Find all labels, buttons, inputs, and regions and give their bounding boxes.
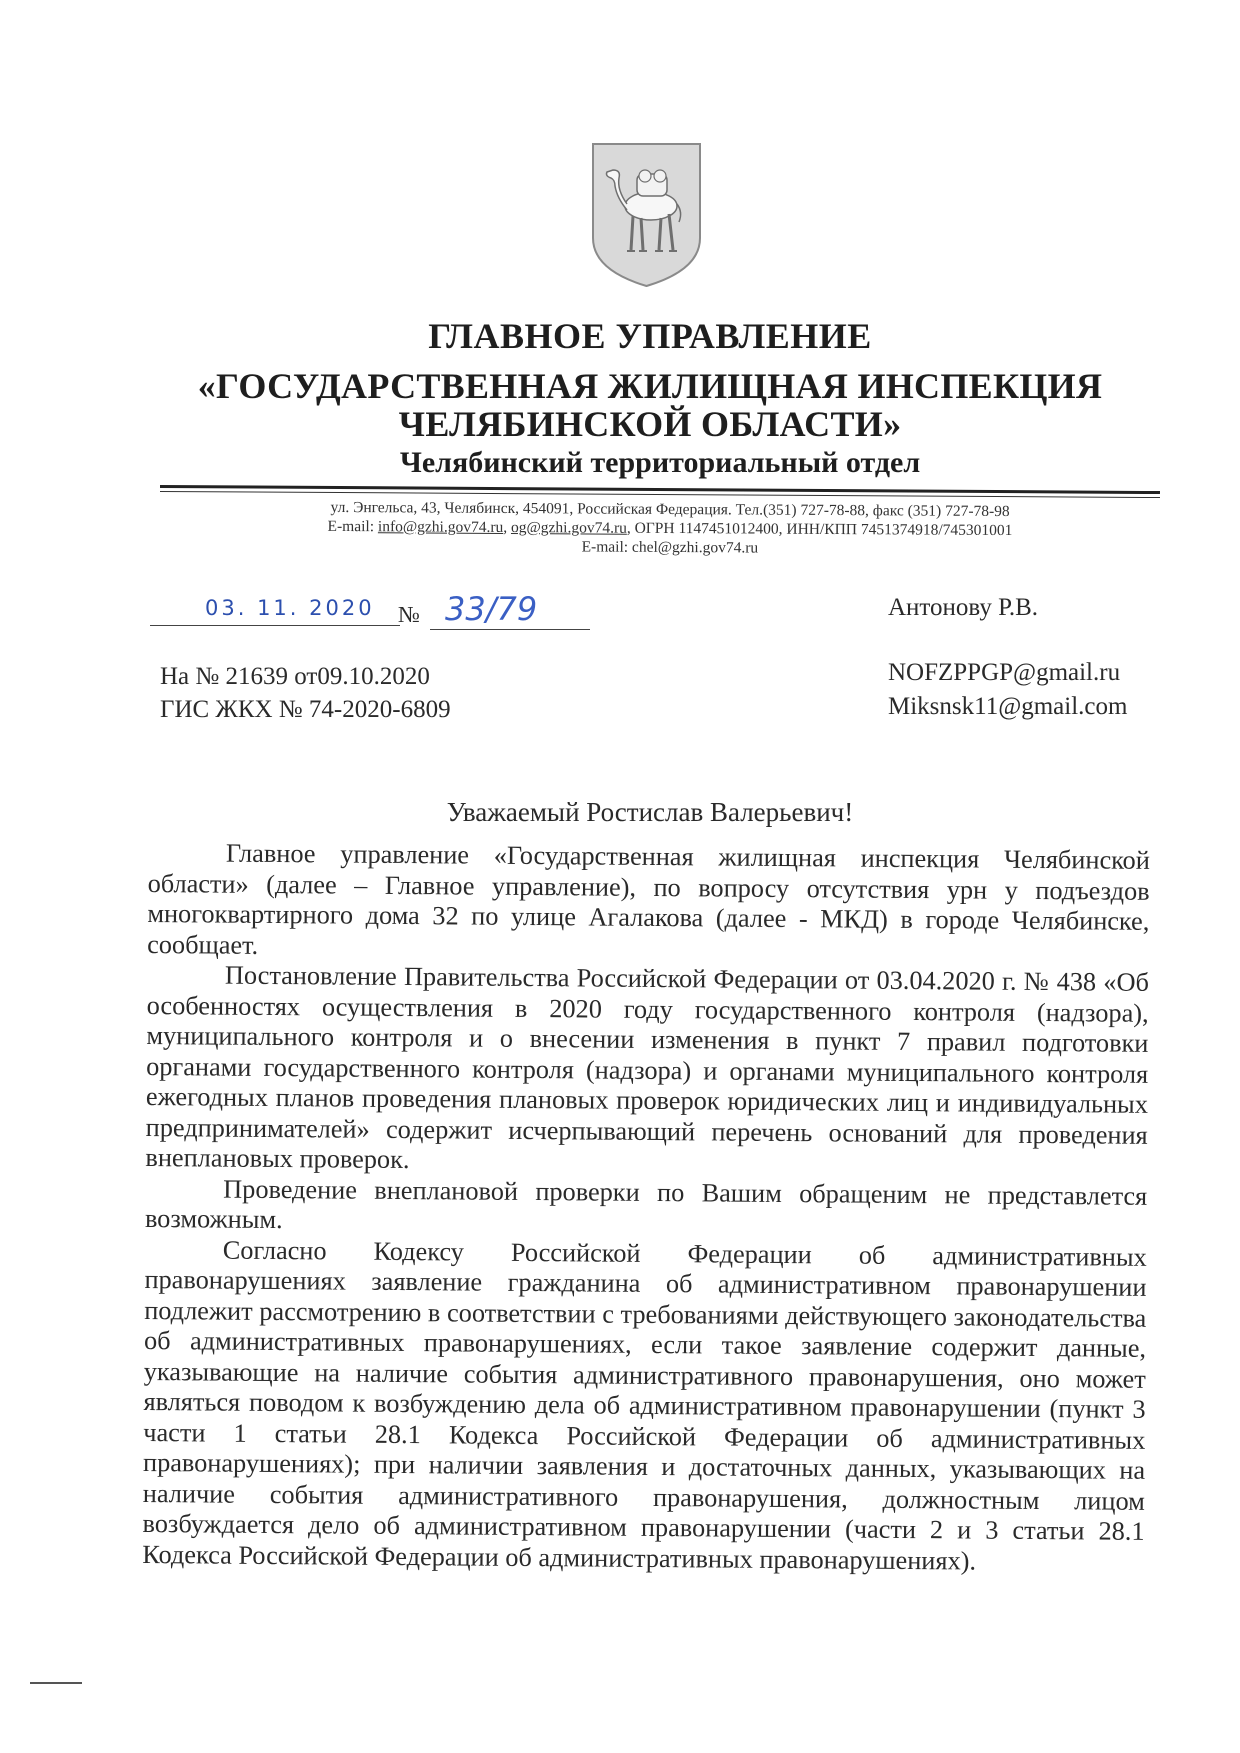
letter-body bbox=[142, 838, 1150, 1578]
department-email: E-mail: chel@gzhi.gov74.ru bbox=[581, 538, 759, 557]
registration-number: 33/79 bbox=[445, 590, 538, 628]
email-prefix: E-mail: bbox=[327, 517, 378, 536]
org-name-line-2: «ГОСУДАРСТВЕННАЯ ЖИЛИЩНАЯ ИНСПЕКЦИЯ bbox=[197, 366, 1103, 406]
reference-incoming: На № 21639 от09.10.2020 bbox=[160, 663, 430, 690]
date-underline bbox=[150, 625, 400, 626]
salutation: Уважаемый Ростислав Валерьевич! bbox=[446, 797, 854, 827]
paragraph: Проведение внеплановой проверки по Вашим обращеним не представлется возможным. bbox=[144, 1174, 1148, 1235]
footer-mark bbox=[30, 1682, 82, 1684]
org-name-line-1: ГЛАВНОЕ УПРАВЛЕНИЕ bbox=[428, 316, 872, 356]
reference-gis: ГИС ЖКХ № 74-2020-6809 bbox=[160, 696, 451, 723]
email-link-og[interactable]: og@gzhi.gov74.ru bbox=[510, 519, 627, 537]
paragraph: Главное управление «Государственная жилищная инспекция Челябинской области» (далее – Главное управление), по вопросу отсутствия урн у подъездов многоквартирного дома 32 по улице Агалакова (далее - МКД) в городе Челябинске, сообщает. bbox=[147, 838, 1150, 960]
addressee-email-1: NOFZPPGP@gmail.ru bbox=[888, 659, 1121, 686]
org-ids: , ОГРН 1147451012400, ИНН/КПП 7451374918/745301001 bbox=[626, 519, 1013, 540]
addressee-email-2: Miksnsk11@gmail.com bbox=[888, 693, 1128, 720]
number-underline bbox=[430, 629, 590, 630]
paragraph: Согласно Кодексу Российской Федерации об административных правонарушениях заявление гражданина об административном правонарушении подлежит рассмотрению в соответствии с требованиями действующего законодательства об административных правонарушениях, если такое заявление содержит данные, указывающие на наличие события административного правонарушения, оно может являться поводом к возбуждению дела об административном правонарушении (пункт 3 части 1 статьи 28.1 Кодекса Российской Федерации об административных правонарушениях); при наличии заявления и достаточных данных, указывающих на наличие события административного правонарушения, должностным лицом возбуждается дело об административном правонарушении (части 2 и 3 статьи 28.1 Кодекса Российской Федерации об административных правонарушениях). bbox=[142, 1235, 1147, 1576]
department-name: Челябинский территориальный отдел bbox=[399, 446, 921, 479]
address-line: ул. Энгельса, 43, Челябинск, 454091, Российская Федерация. Тел.(351) 727-78-88, факс (351) 727-78-98 bbox=[330, 498, 1010, 521]
coat-of-arms-emblem bbox=[589, 140, 704, 290]
org-name-line-3: ЧЕЛЯБИНСКОЙ ОБЛАСТИ» bbox=[398, 404, 902, 444]
paragraph: Постановление Правительства Российской Федерации от 03.04.2020 г. № 438 «Об особенностях осуществления в 2020 году государственного контроля (надзора), муниципального контроля и о внесении изменения в пункт 7 правил подготовки органами государственного контроля (надзора) и органами муниципального контроля ежегодных планов проведения плановых проверок юридических лиц и индивидуальных предпринимателей» содержит исчерпывающий перечень оснований для проведения внеплановых проверок. bbox=[145, 960, 1150, 1175]
addressee-name: Антонову Р.В. bbox=[888, 594, 1039, 621]
registration-date-stamp: 03. 11. 2020 bbox=[205, 596, 375, 620]
email-separator: , bbox=[503, 518, 512, 537]
contact-block bbox=[220, 497, 1120, 559]
number-label: № bbox=[398, 602, 420, 627]
email-link-info[interactable]: info@gzhi.gov74.ru bbox=[377, 518, 504, 536]
